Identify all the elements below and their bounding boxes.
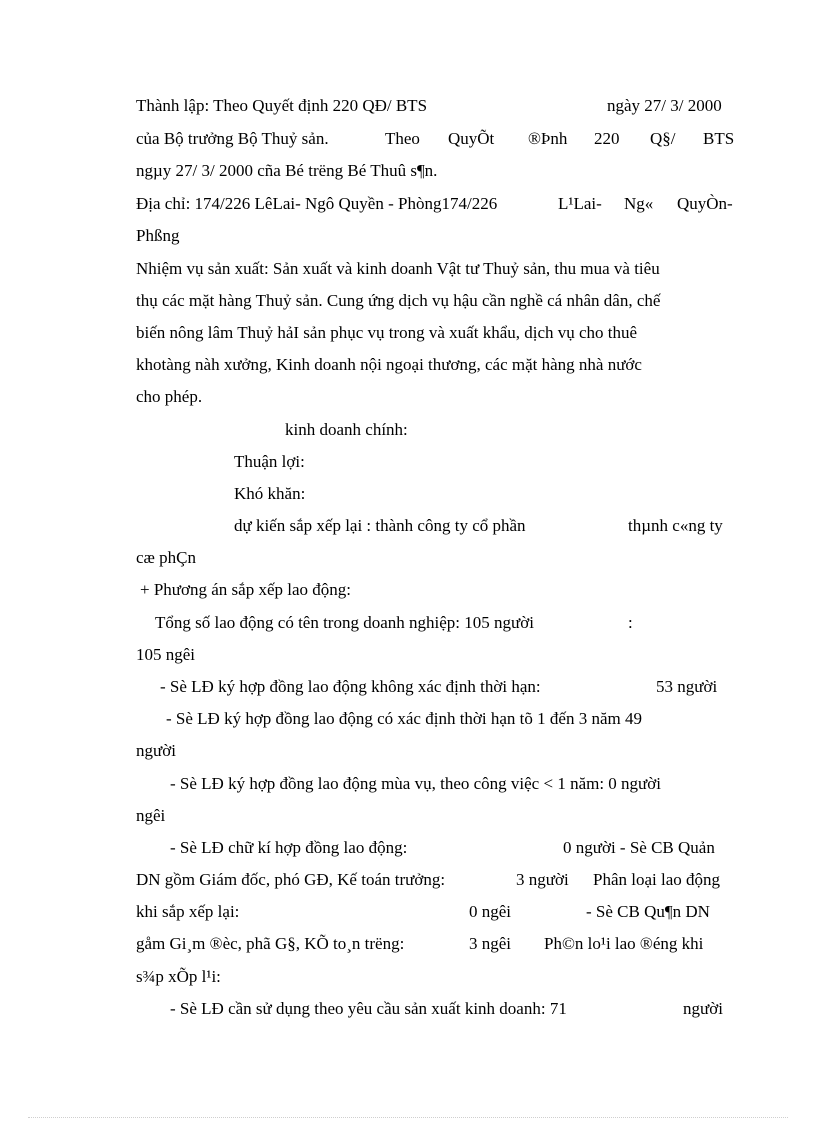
text-line: Thuận lợi: (234, 452, 305, 471)
text-line: Thành lập: Theo Quyết định 220 QĐ/ BTS (136, 96, 428, 115)
text-line: 220 (594, 129, 620, 148)
text-line: biến nông lâm Thuỷ hảI sản phục vụ trong và xuất khẩu, dịch vụ cho thuê (136, 323, 638, 342)
text-line: dự kiến sắp xếp lại : thành công ty cổ phần (234, 516, 526, 535)
text-line: kinh doanh chính: (285, 420, 408, 439)
text-line: QuyÕt (448, 129, 495, 148)
text-line: + Phương án sắp xếp lao động: (140, 580, 351, 599)
text-line: - Sè LĐ ký hợp đồng lao động mùa vụ, theo công việc < 1 năm: 0 người (170, 774, 661, 793)
text-line: 0 ngêi (469, 902, 512, 921)
page-bottom-rule (28, 1117, 788, 1118)
text-line: - Sè LĐ ký hợp đồng lao động không xác định thời hạn: (160, 677, 541, 696)
text-line: người (136, 741, 176, 760)
text-line: gåm Gi¸m ®èc, phã G§, KÕ to¸n trëng: (136, 934, 405, 953)
text-line: Phân loại lao động (593, 870, 721, 889)
text-line: cæ phÇn (136, 548, 196, 567)
text-line: 3 ngêi (469, 934, 512, 953)
text-line: ngµy 27/ 3/ 2000 cña Bé trëng Bé Thuû s¶n. (136, 161, 438, 180)
text-line: của Bộ trưởng Bộ Thuỷ sản. (136, 129, 329, 148)
text-line: QuyÒn- (677, 194, 733, 213)
text-line: thụ các mặt hàng Thuỷ sản. Cung ứng dịch vụ hậu cần nghề cá nhân dân, chế (136, 291, 661, 310)
text-line: Nhiệm vụ sản xuất: Sản xuất và kinh doanh Vật tư Thuỷ sản, thu mua và tiêu (136, 259, 660, 278)
text-line: Ph©n lo¹i lao ®éng khi (544, 934, 704, 953)
text-line: khotàng nàh xưởng, Kinh doanh nội ngoại thương, các mặt hàng nhà nước (136, 355, 642, 374)
text-line: ngêi (136, 806, 166, 825)
text-line: 53 người (656, 677, 718, 696)
text-line: Khó khăn: (234, 484, 306, 503)
text-line: L¹Lai- (558, 194, 602, 213)
text-line: thµnh c«ng ty (628, 516, 723, 535)
text-line: - Sè LĐ chữ kí hợp đồng lao động: (170, 838, 408, 857)
text-line: DN gồm Giám đốc, phó GĐ, Kế toán trưởng: (136, 870, 446, 889)
text-line: 3 người (516, 870, 569, 889)
text-line: Q§/ (650, 129, 676, 148)
text-line: Theo (385, 129, 420, 148)
text-line: - Sè LĐ cần sử dụng theo yêu cầu sản xuất kinh doanh: 71 (170, 999, 567, 1018)
text-line: người (683, 999, 723, 1018)
text-line: Phßng (136, 226, 180, 245)
text-line: Ng« (624, 194, 654, 213)
text-line: - Sè LĐ ký hợp đồng lao động có xác định thời hạn tõ 1 đến 3 năm 49 (166, 709, 642, 728)
text-line: 105 ngêi (136, 645, 196, 664)
text-line: cho phép. (136, 387, 203, 406)
text-line: s¾p xÕp l¹i: (136, 967, 221, 986)
text-line: ®Þnh (528, 129, 568, 148)
text-line: khi sắp xếp lại: (136, 902, 240, 921)
text-line: Tổng số lao động có tên trong doanh nghiệp: 105 người (155, 613, 534, 632)
text-line: 0 người - Sè CB Quản (563, 838, 715, 857)
text-line: Địa chỉ: 174/226 LêLai- Ngô Quyền - Phòng174/226 (136, 194, 498, 213)
text-line: ngày 27/ 3/ 2000 (607, 96, 722, 115)
text-line: - Sè CB Qu¶n DN (586, 902, 710, 921)
text-line: : (628, 613, 633, 632)
text-line: BTS (703, 129, 735, 148)
